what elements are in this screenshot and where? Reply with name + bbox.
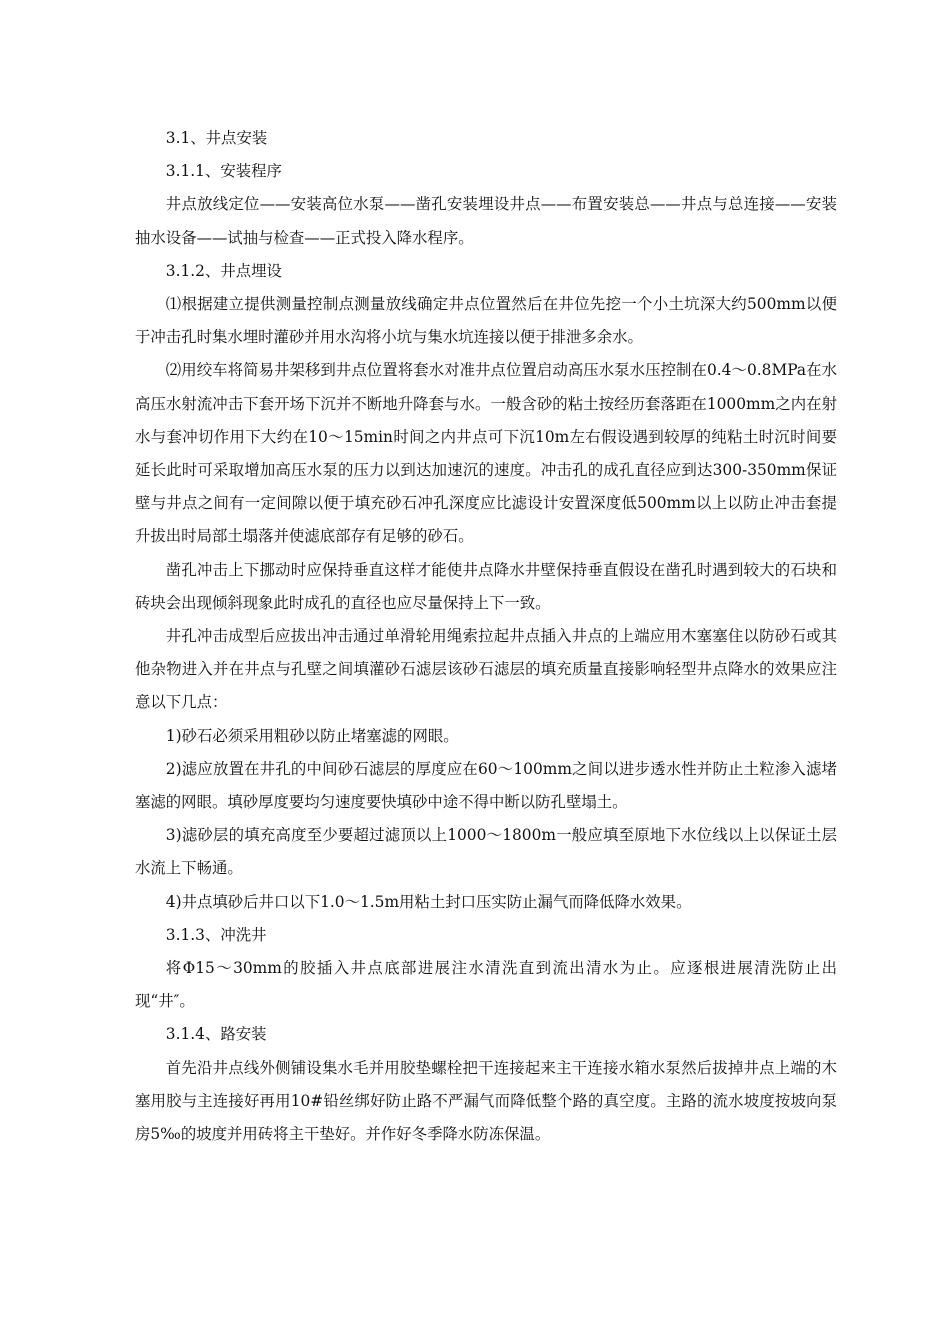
document-body: [135, 122, 837, 1151]
paragraph-filter-layer: 井孔冲击成型后应拔出冲击通过单滑轮用绳索拉起井点插入井点的上端应用木塞塞住以防砂石或其他杂物进入并在井点与孔壁之间填灌砂石滤层该砂石滤层的填充质量直接影响轻型井点降水的效果应注意以下几点：: [135, 627, 837, 712]
section-heading-3-1-2: 3.1.2、井点埋设: [165, 261, 282, 280]
paragraph-drilling-vertical: 凿孔冲击上下挪动时应保持垂直这样才能使井点降水井壁保持垂直假设在凿孔时遇到较大的石块和砖块会出现倾斜现象此时成孔的直径也应尽量保持上下一致。: [135, 560, 837, 612]
list-item-1: 1)砂石必须采用粗砂以防止堵塞滤的网眼。: [165, 726, 459, 745]
section-heading-3-1-4: 3.1.4、路安装: [165, 1025, 267, 1044]
section-heading-3-1-1: 3.1.1、安装程序: [165, 162, 282, 181]
paragraph-pipe-install: 首先沿井点线外侧铺设集水毛并用胶垫螺栓把干连接起来主干连接水箱水泵然后拔掉井点上端的木塞用胶与主连接好再用10#铅丝绑好防止路不严漏气而降低整个路的真空度。主路的流水坡度按坡向泵房5‰的坡度并用砖将主干垫好。并作好冬季降水防冻保温。: [135, 1058, 837, 1144]
paragraph-step-2: ⑵用绞车将简易井架移到井点位置将套水对准井点位置启动高压水泵水压控制在0.4～0.8MPa在水高压水射流冲击下套开场下沉并不断地升降套与水。一般含砂的粘土按经历套落距在1000mm之内在射水与套冲切作用下大约在10～15min时间之内井点可下沉10m左右假设遇到较厚的纯粘土时沉时间要延长此时可采取增加高压水泵的压力以到达加速沉的速度。冲击孔的成孔直径应到达300-350mm保证壁与井点之间有一定间隙以便于填充砂石冲孔深度应比滤设计安置深度低500mm以上以防止冲击套提升拔出时局部土塌落并使滤底部存有足够的砂石。: [135, 361, 837, 546]
list-item-4: 4)井点填砂后井口以下1.0～1.5m用粘土封口压实防止漏气而降低降水效果。: [165, 892, 692, 911]
paragraph-flushing: 将Φ15～30mm的胶插入井点底部进展注水清洗直到流出清水为止。应逐根进展清洗防止出现“井″。: [135, 959, 837, 1011]
section-heading-3-1: 3.1、井点安装: [165, 129, 268, 147]
paragraph-install-procedure: 井点放线定位——安装高位水泵——凿孔安装埋设井点——布置安装总——井点与总连接——安装抽水设备——试抽与检查——正式投入降水程序。: [135, 195, 837, 247]
paragraph-step-1: ⑴根据建立提供测量控制点测量放线确定井点位置然后在井位先挖一个小土坑深大约500mm以便于冲击孔时集水埋时灌砂并用水沟将小坑与集水坑连接以便于排泄多余水。: [135, 295, 837, 347]
list-item-2: 2)滤应放置在井孔的中间砂石滤层的厚度应在60～100mm之间以进步透水性并防止土粒渗入滤堵塞滤的网眼。填砂厚度要均匀速度要快填砂中途不得中断以防孔壁塌土。: [135, 759, 837, 812]
section-heading-3-1-3: 3.1.3、冲洗井: [165, 925, 267, 944]
list-item-3: 3)滤砂层的填充高度至少要超过滤顶以上1000～1800m一般应填至原地下水位线以上以保证土层水流上下畅通。: [135, 826, 837, 878]
